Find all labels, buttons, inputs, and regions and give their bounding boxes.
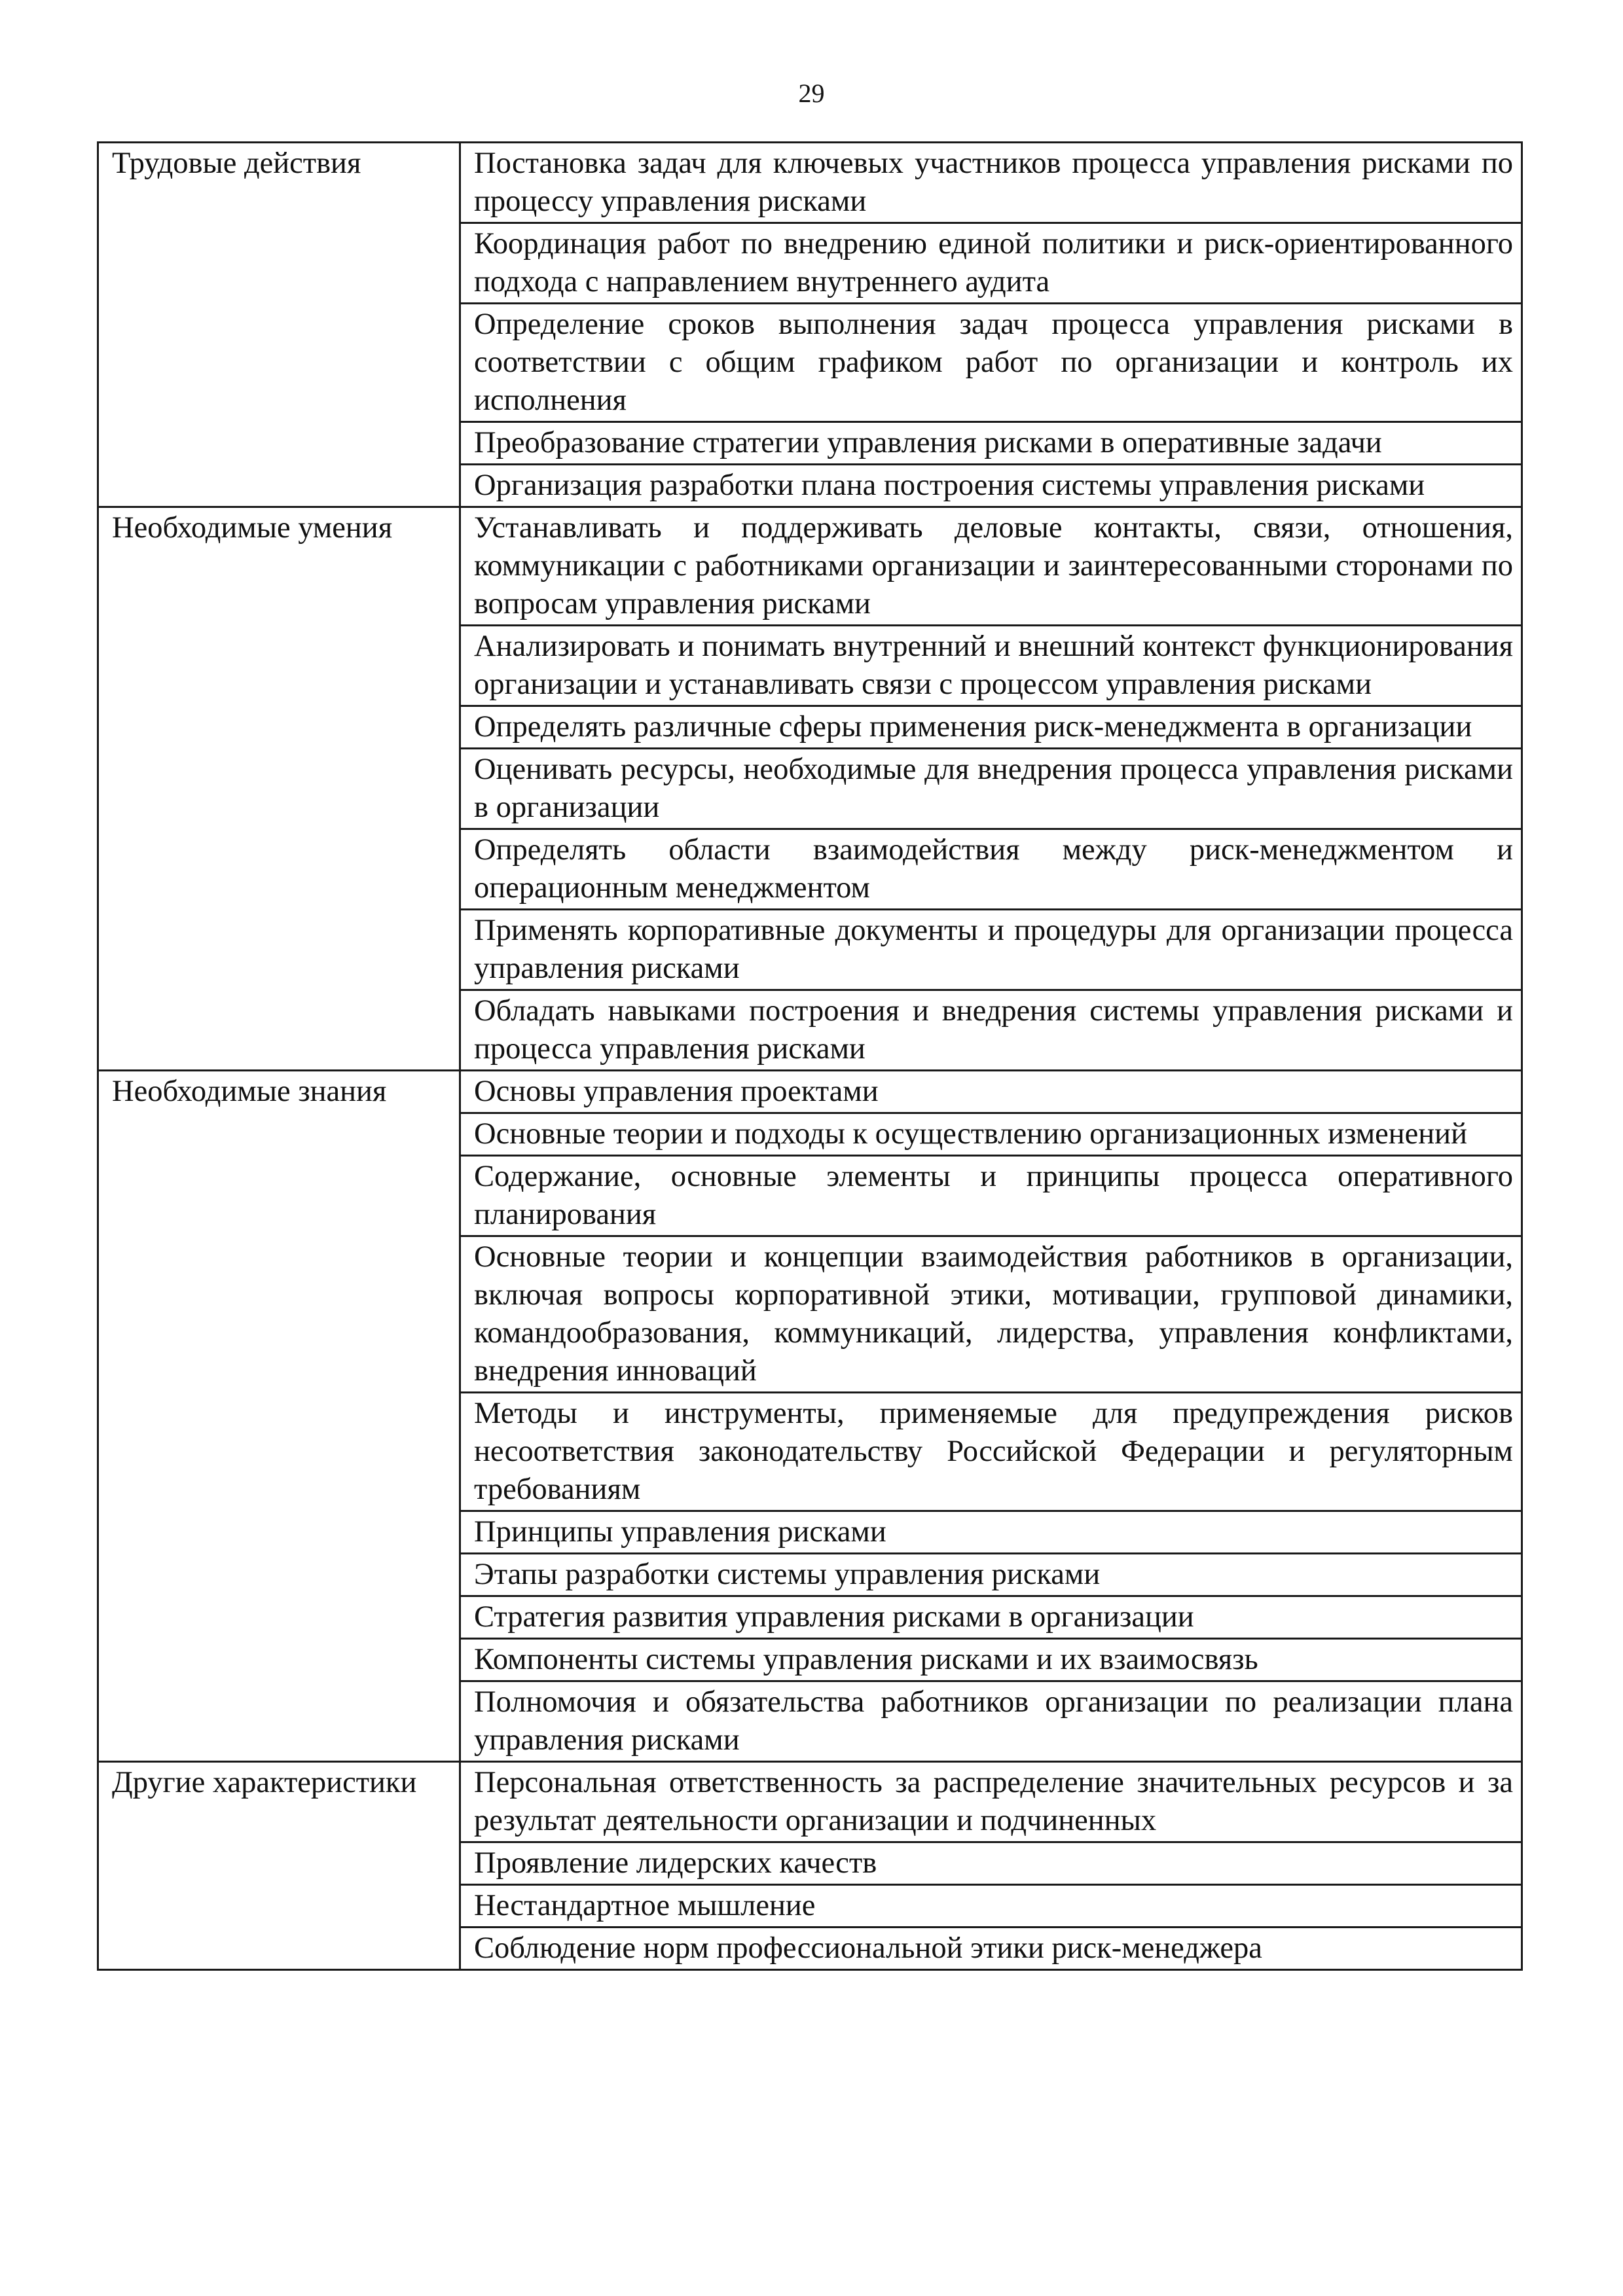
- table-cell: Координация работ по внедрению единой политики и риск-ориентированного подхода с направлением внутреннего аудита: [460, 223, 1522, 304]
- qualification-table: [97, 141, 1523, 1971]
- table-cell: Постановка задач для ключевых участников процесса управления рисками по процессу управления рисками: [460, 143, 1522, 223]
- table-row: [98, 1071, 1522, 1113]
- section-label-other-characteristics: Другие характеристики: [98, 1762, 460, 1970]
- table-cell: Нестандартное мышление: [460, 1885, 1522, 1928]
- table-cell: Содержание, основные элементы и принципы процесса оперативного планирования: [460, 1156, 1522, 1236]
- table-cell: Компоненты системы управления рисками и их взаимосвязь: [460, 1639, 1522, 1681]
- table-cell: Анализировать и понимать внутренний и внешний контекст функционирования организации и устанавливать связи с процессом управления рисками: [460, 626, 1522, 706]
- table-cell: Оценивать ресурсы, необходимые для внедрения процесса управления рисками в организации: [460, 749, 1522, 829]
- table-cell: Основные теории и концепции взаимодействия работников в организации, включая вопросы корпоративной этики, мотивации, групповой динамики, командообразования, коммуникаций, лидерства, управления конфликтами, внедрения инноваций: [460, 1236, 1522, 1393]
- table-cell: Этапы разработки системы управления рисками: [460, 1554, 1522, 1596]
- section-label-labor-actions: Трудовые действия: [98, 143, 460, 507]
- table-cell: Основы управления проектами: [460, 1071, 1522, 1113]
- section-label-required-skills: Необходимые умения: [98, 507, 460, 1071]
- section-label-required-knowledge: Необходимые знания: [98, 1071, 460, 1762]
- table-cell: Преобразование стратегии управления рисками в оперативные задачи: [460, 422, 1522, 465]
- table-cell: Основные теории и подходы к осуществлению организационных изменений: [460, 1113, 1522, 1156]
- table-cell: Организация разработки плана построения системы управления рисками: [460, 465, 1522, 507]
- table-cell: Устанавливать и поддерживать деловые контакты, связи, отношения, коммуникации с работниками организации и заинтересованными сторонами по вопросам управления рисками: [460, 507, 1522, 626]
- table-row: [98, 143, 1522, 223]
- page-number: 29: [798, 79, 825, 108]
- table-cell: Методы и инструменты, применяемые для предупреждения рисков несоответствия законодательству Российской Федерации и регуляторным требованиям: [460, 1393, 1522, 1511]
- table-cell: Проявление лидерских качеств: [460, 1842, 1522, 1885]
- table-cell: Принципы управления рисками: [460, 1511, 1522, 1554]
- table-cell: Полномочия и обязательства работников организации по реализации плана управления рисками: [460, 1681, 1522, 1762]
- table-row: [98, 1762, 1522, 1842]
- table-cell: Определять области взаимодействия между риск-менеджментом и операционным менеджментом: [460, 829, 1522, 910]
- table-cell: Соблюдение норм профессиональной этики риск-менеджера: [460, 1928, 1522, 1970]
- table-cell: Определять различные сферы применения риск-менеджмента в организации: [460, 706, 1522, 749]
- table-cell: Применять корпоративные документы и процедуры для организации процесса управления рисками: [460, 910, 1522, 990]
- table-row: [98, 507, 1522, 626]
- table-cell: Определение сроков выполнения задач процесса управления рисками в соответствии с общим графиком работ по организации и контроль их исполнения: [460, 304, 1522, 422]
- table-cell: Стратегия развития управления рисками в организации: [460, 1596, 1522, 1639]
- table-cell: Персональная ответственность за распределение значительных ресурсов и за результат деятельности организации и подчиненных: [460, 1762, 1522, 1842]
- table-cell: Обладать навыками построения и внедрения системы управления рисками и процесса управления рисками: [460, 990, 1522, 1071]
